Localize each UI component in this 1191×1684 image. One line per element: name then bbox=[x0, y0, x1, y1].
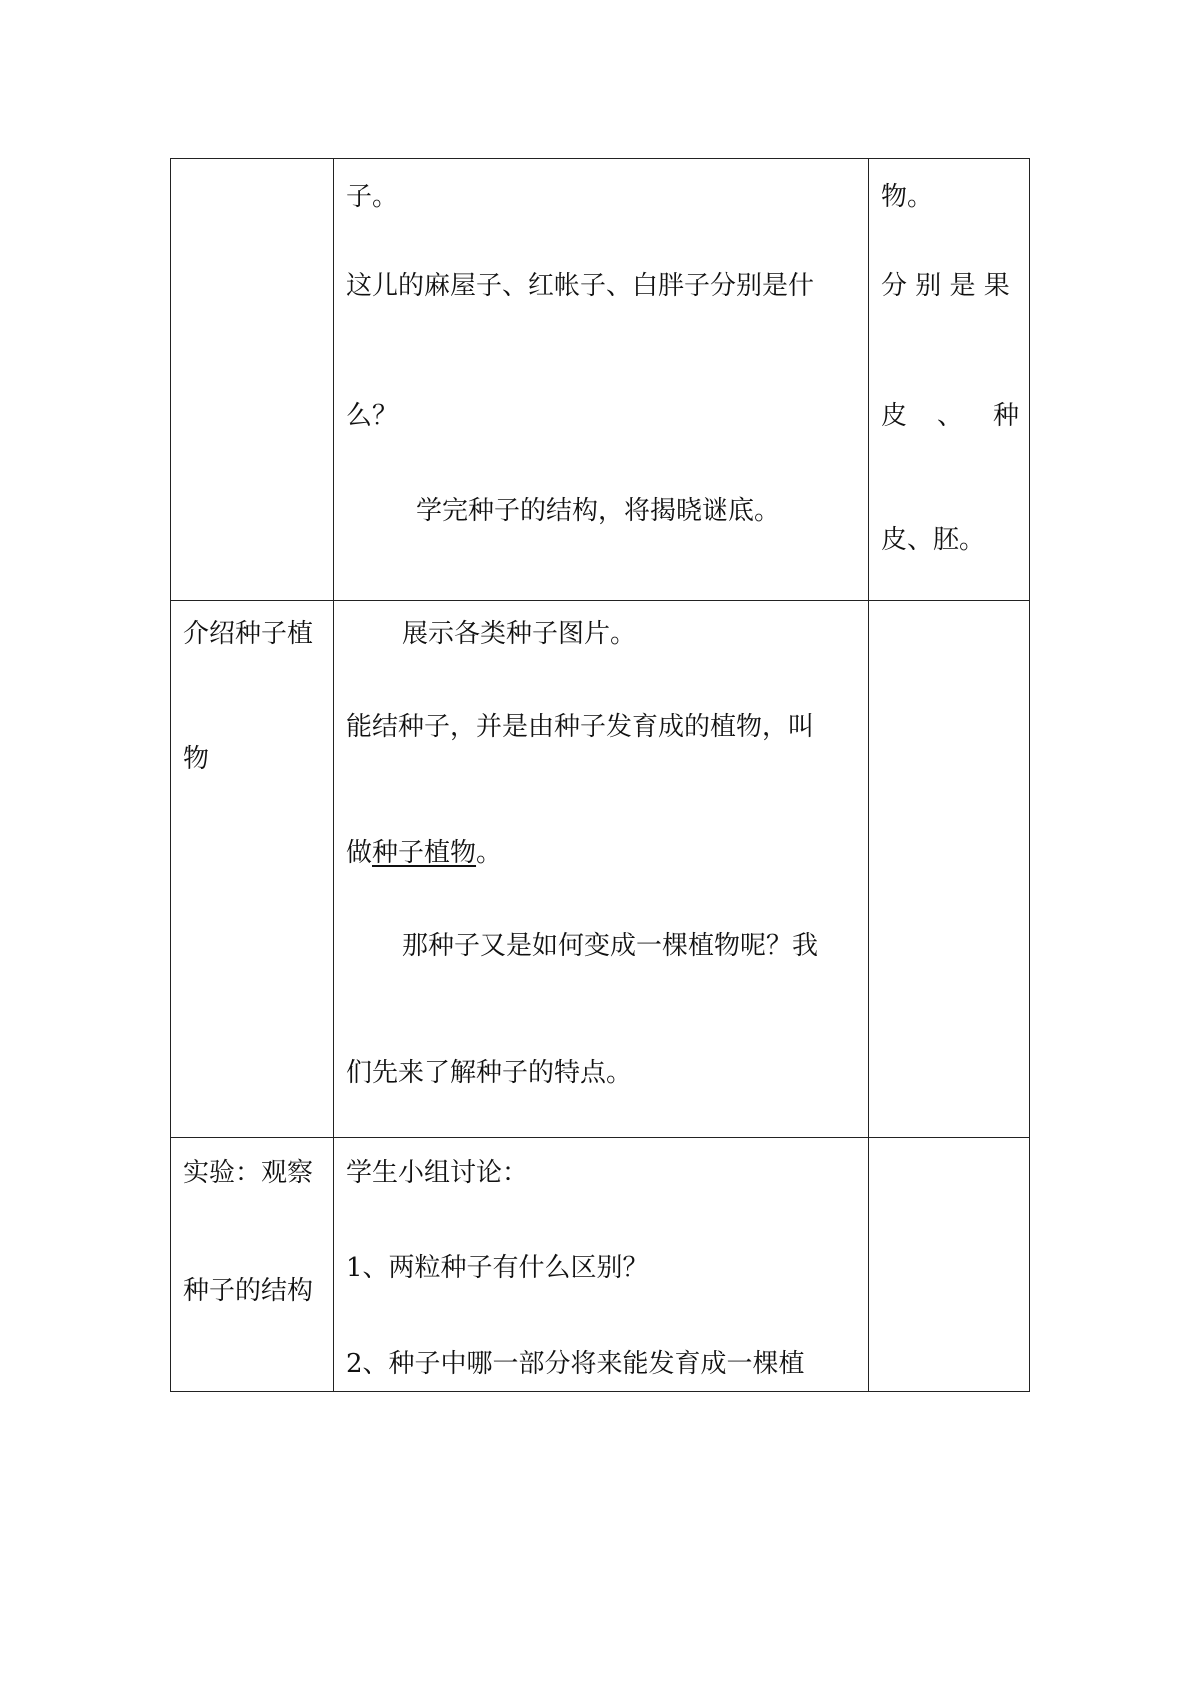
table-cell-teacher-activity bbox=[334, 601, 869, 1138]
text-fragment: 。 bbox=[476, 838, 503, 868]
text-line: 皮、胚。 bbox=[881, 525, 986, 555]
table-cell-student-activity bbox=[869, 601, 1030, 1138]
text-line: 那种子又是如何变成一棵植物呢？我 bbox=[402, 931, 819, 961]
table-cell-stage bbox=[171, 601, 334, 1138]
text-fragment: 、 bbox=[937, 401, 964, 431]
table-cell-stage bbox=[171, 1138, 334, 1392]
text-line: 展示各类种子图片。 bbox=[402, 619, 637, 649]
table-cell-teacher-activity bbox=[334, 1138, 869, 1392]
text-fragment: 做 bbox=[346, 838, 373, 868]
text-line: 介绍种子植 bbox=[183, 619, 314, 649]
text-line bbox=[346, 838, 502, 868]
table-cell-stage bbox=[171, 159, 334, 601]
text-line: 么？ bbox=[346, 401, 399, 431]
table-cell-student-activity bbox=[869, 1138, 1030, 1392]
table-row bbox=[171, 1138, 1030, 1392]
text-line: 物。 bbox=[881, 182, 934, 212]
text-line: 学完种子的结构，将揭晓谜底。 bbox=[416, 496, 781, 526]
table-cell-teacher-activity bbox=[334, 159, 869, 601]
text-fragment: 种 bbox=[993, 401, 1020, 431]
text-fragment: 皮 bbox=[881, 401, 908, 431]
lesson-plan-table bbox=[170, 158, 1030, 1392]
text-line: 这儿的麻屋子、红帐子、白胖子分别是什 bbox=[346, 271, 815, 301]
text-line: 2、种子中哪一部分将来能发育成一棵植 bbox=[346, 1349, 805, 1379]
key-term: 种子植物 bbox=[372, 838, 477, 868]
text-line: 实验：观察 bbox=[183, 1158, 314, 1188]
table-cell-student-activity bbox=[869, 159, 1030, 601]
text-line: 们先来了解种子的特点。 bbox=[346, 1058, 633, 1088]
text-line: 1、两粒种子有什么区别？ bbox=[346, 1253, 649, 1283]
text-line: 子。 bbox=[346, 182, 399, 212]
text-line: 分 别 是 果 bbox=[881, 271, 1010, 301]
text-line: 学生小组讨论： bbox=[346, 1158, 529, 1188]
table-row bbox=[171, 601, 1030, 1138]
text-line: 物 bbox=[183, 744, 210, 774]
text-line: 种子的结构 bbox=[183, 1276, 314, 1306]
text-line: 能结种子，并是由种子发育成的植物，叫 bbox=[346, 712, 815, 742]
table-row bbox=[171, 159, 1030, 601]
